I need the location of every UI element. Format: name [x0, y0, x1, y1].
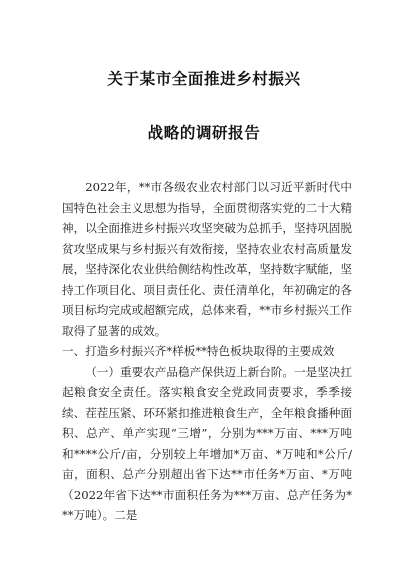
body-paragraph-intro: 2022年，**市各级农业农村部门以习近平新时代中国特色社会主义思想为指导，全面贯彻落实党的二十大精神，以全面推进乡村振兴攻坚突破为总抓手，坚持巩固脱贫攻坚成果与乡村振兴有效衔接，坚持农业农村高质量发展，坚持深化农业供给侧结构性改革，坚持数字赋能，坚持工作项目化、项目责任化、责任清单化，年初确定的各项目标均完成或超额完成，总体来看，**市乡村振兴工作取得了显著的成效。: [62, 180, 352, 338]
body-paragraph-subsection-1: （一）重要农产品稳产保供迈上新台阶。一是坚决扛起粮食安全责任。落实粮食安全党政同责要求，季季接续、茬茬压紧、环环紧扣推进粮食生产，全年粮食播种面积、总产、单产实现“三增”，分别为***万亩、***万吨和****公斤/亩，分别较上年增加*万亩、*万吨和*公斤/亩，面积、总产分别超出省下达**市任务*万亩、*万吨（2022年省下达**市面积任务为***万亩、总产任务为***万吨）。二是: [62, 364, 352, 522]
document-body: [62, 177, 352, 526]
document-title-line-2: 战略的调研报告: [147, 124, 261, 142]
section-heading-1: 一、打造乡村振兴齐*样板**特色板块取得的主要成效: [62, 344, 335, 358]
document-title-line-1: 关于某市全面推进乡村振兴: [107, 70, 301, 88]
